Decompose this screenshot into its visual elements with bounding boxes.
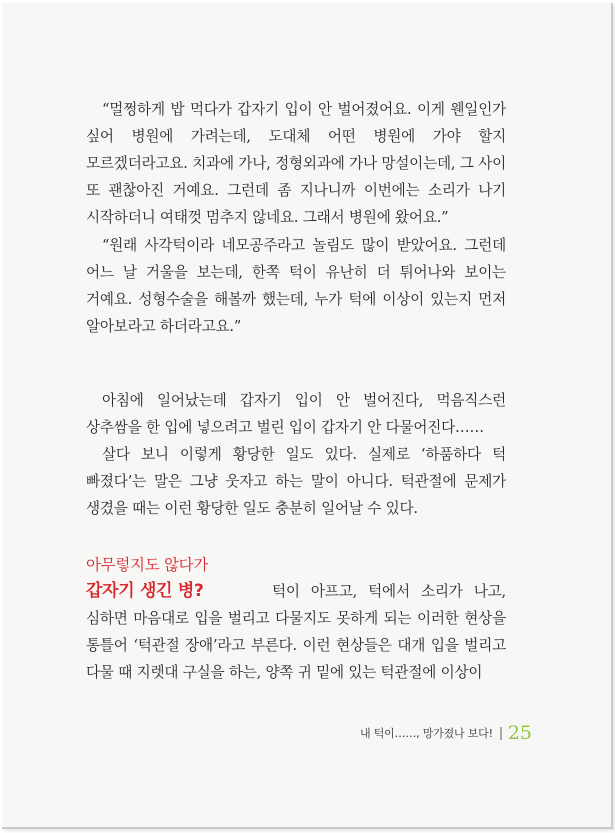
section-paragraph-text: 턱이 아프고, 턱에서 소리가 나고, 심하면 마음대로 입을 벌리고 다물지도 못하게 되는 이러한 현상을 통틀어 ‘턱관절 장애’라고 부른다. 이런 현상들은 대개 입을 벌리고 다물 때 지렛대 구실을 하는, 양쪽 귀 밑에 있는 턱관절에 이상이 [86, 583, 506, 681]
quote-paragraph-1: “멀쩡하게 밥 먹다가 갑자기 입이 안 벌어졌어요. 이게 웬일인가 싶어 병원에 가려는데, 도대체 어떤 병원에 가야 할지 모르겠더라고요. 치과에 가나, 정형외과에 가나 망설이는데, 그 사이 또 괜찮아진 거예요. 그런데 좀 지나니까 이번에는 소리가 나기 시작하더니 여태껏 멈추지 않네요. 그래서 병원에 왔어요.” [86, 101, 506, 226]
book-page [2, 3, 613, 829]
quote-paragraph-2: “원래 사각턱이라 네모공주라고 놀림도 많이 받았어요. 그런데 어느 날 거울을 보는데, 한쪽 턱이 유난히 더 튀어나와 보이는 거예요. 성형수술을 해볼까 했는데, 누가 턱에 이상이 있는지 먼저 알아보라고 하더라고요.” [86, 237, 506, 335]
section-paragraph [86, 578, 506, 686]
page-number: 25 [507, 721, 532, 744]
section-heading-line-1: 아무렇지도 않다가 [86, 556, 209, 574]
page-footer [332, 721, 532, 745]
section-heading-line-2: 갑자기 생긴 병? [86, 581, 204, 601]
running-chapter-title: 내 턱이……, 망가졌나 보다! [359, 727, 493, 740]
body-paragraph-2: 살다 보니 이렇게 황당한 일도 있다. 실제로 ‘하품하다 턱 빠졌다’는 말은 그냥 웃자고 하는 말이 아니다. 턱관절에 문제가 생겼을 때는 이런 황당한 일도 충분히 일어날 수 있다. [86, 446, 506, 517]
body-paragraph-1: 아침에 일어났는데 갑자기 입이 안 벌어진다, 먹음직스런 상추쌈을 한 입에 넣으려고 벌린 입이 갑자기 안 다물어진다…… [86, 392, 506, 436]
footer-divider [500, 727, 502, 740]
